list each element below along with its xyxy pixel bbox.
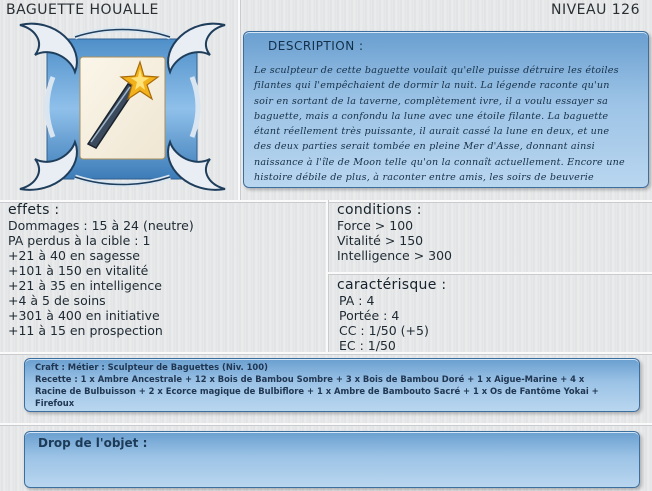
characteristics-section xyxy=(337,277,446,353)
effect-line: +21 à 35 en intelligence xyxy=(8,278,162,293)
description-line: baguette, mais a confondu la lune avec une étoile filante. La baguette xyxy=(254,110,609,122)
craft-recipe-line: Firefoux xyxy=(35,398,75,408)
description-line: filantes qui l'empêchaient de dormir la nuit. La légende raconte qu'un xyxy=(254,80,610,92)
item-name: BAGUETTE HOUALLE xyxy=(6,2,159,18)
effect-line: Dommages : 15 à 24 (neutre) xyxy=(8,218,194,233)
divider-horizontal xyxy=(328,272,652,274)
effect-line: +4 à 5 de soins xyxy=(8,293,106,308)
craft-panel xyxy=(24,358,640,412)
effect-line: PA perdus à la cible : 1 xyxy=(8,233,151,248)
craft-recipe-line: Recette : 1 x Ambre Ancestrale + 12 x Bois de Bambou Sombre + 3 x Bois de Bambou Doré + 1 x Aigue-Marine + 4 x xyxy=(35,374,585,384)
effect-line: +21 à 40 en sagesse xyxy=(8,248,140,263)
conditions-section xyxy=(337,202,452,263)
wand-icon xyxy=(82,60,162,154)
drop-panel xyxy=(24,431,640,488)
craft-profession: Craft : Métier : Sculpteur de Baguettes (Niv. 100) xyxy=(35,362,268,372)
item-level: NIVEAU 126 xyxy=(550,2,640,18)
drop-title: Drop de l'objet : xyxy=(38,436,148,450)
effect-line: +301 à 400 en initiative xyxy=(8,308,160,323)
description-line: étant réellement très puissante, il aurait cassé la lune en deux, et une xyxy=(254,126,610,138)
conditions-title: conditions : xyxy=(337,202,422,218)
effect-line: +11 à 15 en prospection xyxy=(8,323,163,338)
description-line: naissance à l'île de Moon telle qu'on la connaît actuellement. Encore une xyxy=(254,156,625,168)
description-title: DESCRIPTION : xyxy=(268,39,364,53)
condition-line: Vitalité > 150 xyxy=(337,233,424,248)
condition-line: Intelligence > 300 xyxy=(337,248,453,263)
divider-horizontal xyxy=(0,352,652,354)
characteristic-line: CC : 1/50 (+5) xyxy=(339,323,429,338)
effects-title: effets : xyxy=(8,202,60,218)
description-panel xyxy=(243,31,649,188)
condition-line: Force > 100 xyxy=(337,218,414,233)
description-line: des deux parties serait tombée en pleine Mer d'Asse, donnant ainsi xyxy=(254,141,595,153)
divider-vertical xyxy=(326,200,328,352)
characteristic-line: EC : 1/50 xyxy=(339,338,396,353)
divider-horizontal xyxy=(0,423,652,425)
description-text xyxy=(254,63,639,185)
characteristic-line: PA : 4 xyxy=(339,293,375,308)
effect-line: +101 à 150 en vitalité xyxy=(8,263,149,278)
craft-recipe-line: Racine de Bulbuisson + 2 x Ecorce magique de Bulbiflore + 1 x Ambre de Bambouto Sacré + 1 x Os de Fantôme Yokai + xyxy=(35,386,599,396)
description-line: histoire débile de plus, à raconter entre amis, les soirs de beuverie xyxy=(254,172,594,184)
characteristic-line: Portée : 4 xyxy=(339,308,400,323)
characteristics-title: caractérisque : xyxy=(337,277,447,293)
description-line: Le sculpteur de cette baguette voulait qu'elle puisse détruire les étoiles xyxy=(254,65,619,76)
description-line: soir en sortant de la taverne, complètement ivre, il a voulu essayer sa xyxy=(254,95,608,107)
effects-section xyxy=(8,202,194,338)
divider-vertical xyxy=(238,0,240,200)
